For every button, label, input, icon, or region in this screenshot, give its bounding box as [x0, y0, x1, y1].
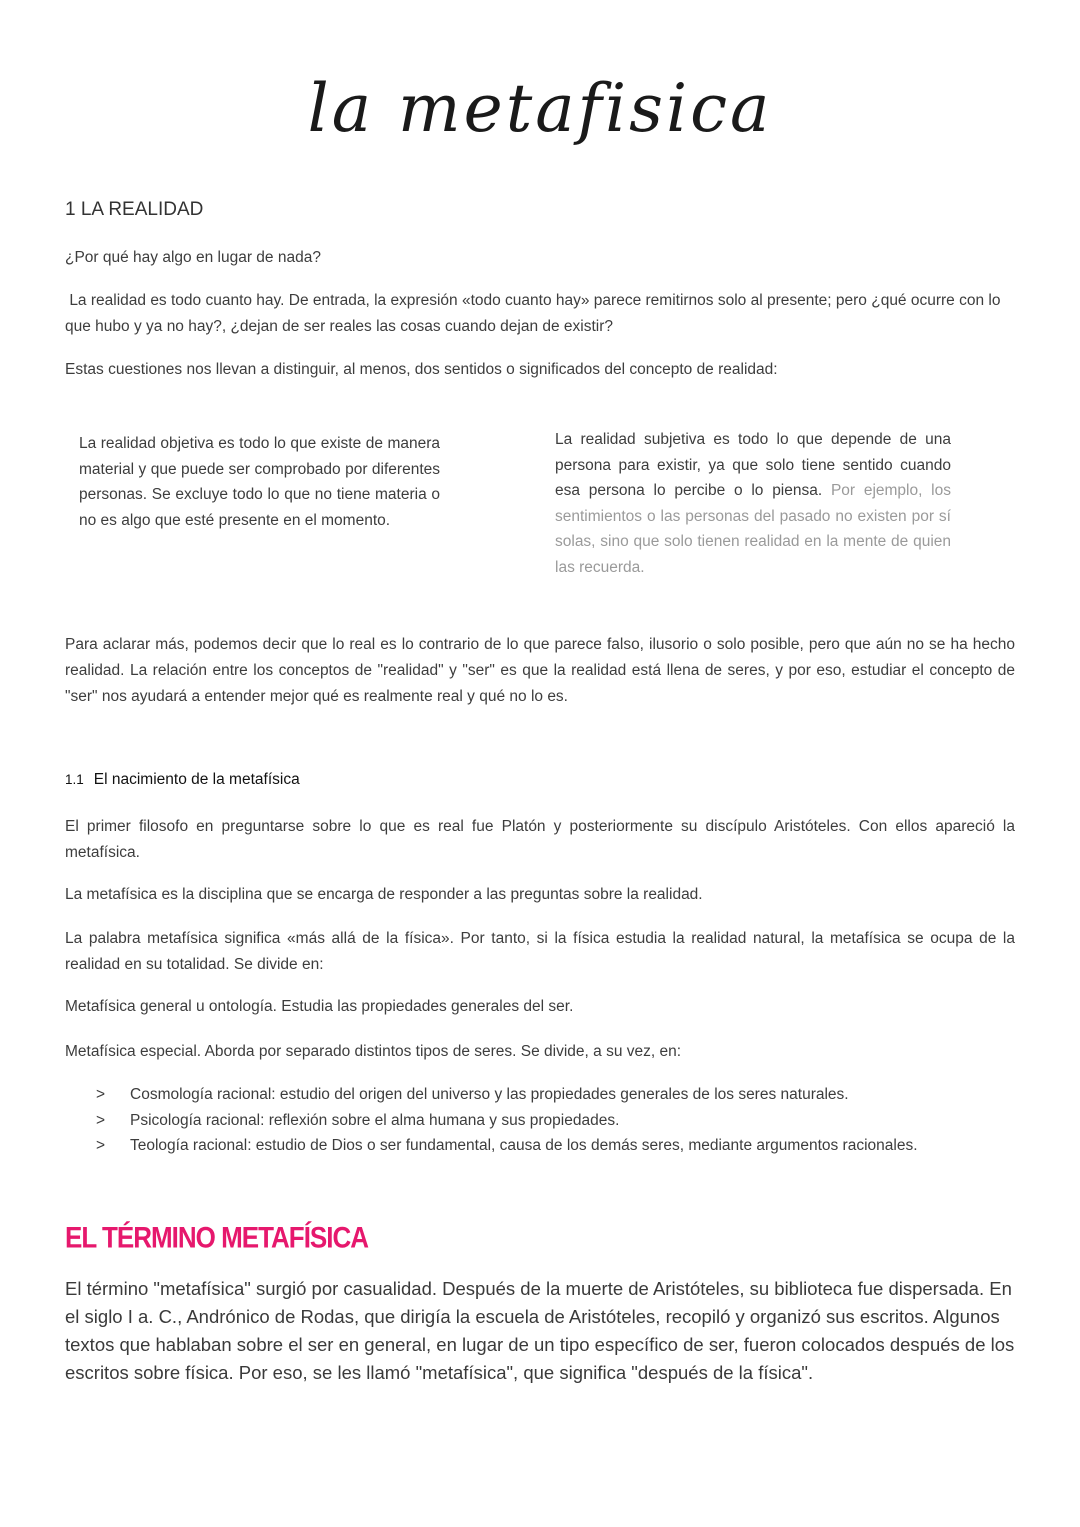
birth-paragraph-3: La palabra metafísica significa «más allá de la física». Por tanto, si la física estudia la realidad natural, la metafísica se ocupa de la realidad en su totalidad. Se divide en:: [65, 930, 1015, 973]
list-item: [96, 1082, 1016, 1108]
question-paragraph: ¿Por qué hay algo en lugar de nada?: [65, 249, 321, 266]
subsection-heading: [65, 771, 300, 789]
list-item: [96, 1108, 1016, 1134]
subjective-example: Por ejemplo, los sentimientos o las personas del pasado no existen por sí solas, sino que solo tienen realidad en la mente de quien las recuerda.: [555, 482, 951, 576]
subjective-definition: La realidad subjetiva es todo lo que depende de una persona para existir, ya que solo tiene sentido cuando esa persona lo percibe o lo piensa.: [555, 431, 951, 499]
bullet-marker: >: [96, 1111, 106, 1129]
clarify-paragraph: Para aclarar más, podemos decir que lo real es lo contrario de lo que parece falso, ilusorio o solo posible, pero que aún no se ha hecho realidad. La relación entre los conceptos de "realidad" y "ser" es que la realidad está llena de seres, y por eso, estudiar el concepto de "ser" nos ayudará a entender mejor qué es realmente real y qué no lo es.: [65, 636, 1015, 705]
page-title: la metafisica: [307, 70, 773, 147]
list-item-text: Psicología racional: reflexión sobre el alma humana y sus propiedades.: [130, 1111, 620, 1129]
section-heading-termino: EL TÉRMINO METAFÍSICA: [65, 1220, 369, 1255]
list-item-text: Cosmología racional: estudio del origen del universo y las propiedades generales de los seres naturales.: [130, 1086, 849, 1103]
subsection-title: El nacimiento de la metafísica: [93, 771, 300, 788]
termino-paragraph: El término "metafísica" surgió por casualidad. Después de la muerte de Aristóteles, su biblioteca fue dispersada. En el siglo I a. C., Andrónico de Rodas, que dirigía la escuela de Aristóteles, recopiló y organizó sus escritos. Algunos textos que hablaban sobre el ser en general, en lugar de un tipo específico de ser, fueron colocados después de los escritos sobre física. Por eso, se les llamó "metafísica", que significa "después de la física".: [65, 1278, 1015, 1383]
distinguish-paragraph: Estas cuestiones nos llevan a distinguir, al menos, dos sentidos o significados del concepto de realidad:: [65, 361, 778, 378]
birth-paragraph-1: El primer filosofo en preguntarse sobre lo que es real fue Platón y posteriormente su discípulo Aristóteles. Con ellos apareció la metafísica.: [65, 818, 1015, 861]
birth-paragraph-5: Metafísica especial. Aborda por separado distintos tipos de seres. Se divide, a su vez, en:: [65, 1043, 682, 1060]
list-item-text: Teología racional: estudio de Dios o ser fundamental, causa de los demás seres, mediante argumentos racionales.: [130, 1137, 918, 1154]
birth-paragraph-4: Metafísica general u ontología. Estudia las propiedades generales del ser.: [65, 998, 574, 1015]
section-heading-realidad: 1 LA REALIDAD: [65, 199, 204, 220]
list-item: [96, 1133, 1016, 1159]
subjective-reality-box: [555, 427, 951, 580]
intro-paragraph: La realidad es todo cuanto hay. De entrada, la expresión «todo cuanto hay» parece remitirnos solo al presente; pero ¿qué ocurre con lo que hubo y ya no hay?, ¿dejan de ser reales las cosas cuando dejan de existir?: [65, 292, 1005, 335]
birth-paragraph-2: La metafísica es la disciplina que se encarga de responder a las preguntas sobre la realidad.: [65, 886, 703, 903]
bullet-marker: >: [96, 1086, 106, 1103]
subsection-number: 1.1: [65, 772, 84, 787]
bullet-marker: >: [96, 1137, 106, 1154]
special-metaphysics-list: [96, 1082, 1016, 1159]
objective-reality-box: La realidad objetiva es todo lo que existe de manera material y que puede ser comprobado por diferentes personas. Se excluye todo lo que no tiene materia o no es algo que esté presente en el momento.: [79, 435, 440, 529]
